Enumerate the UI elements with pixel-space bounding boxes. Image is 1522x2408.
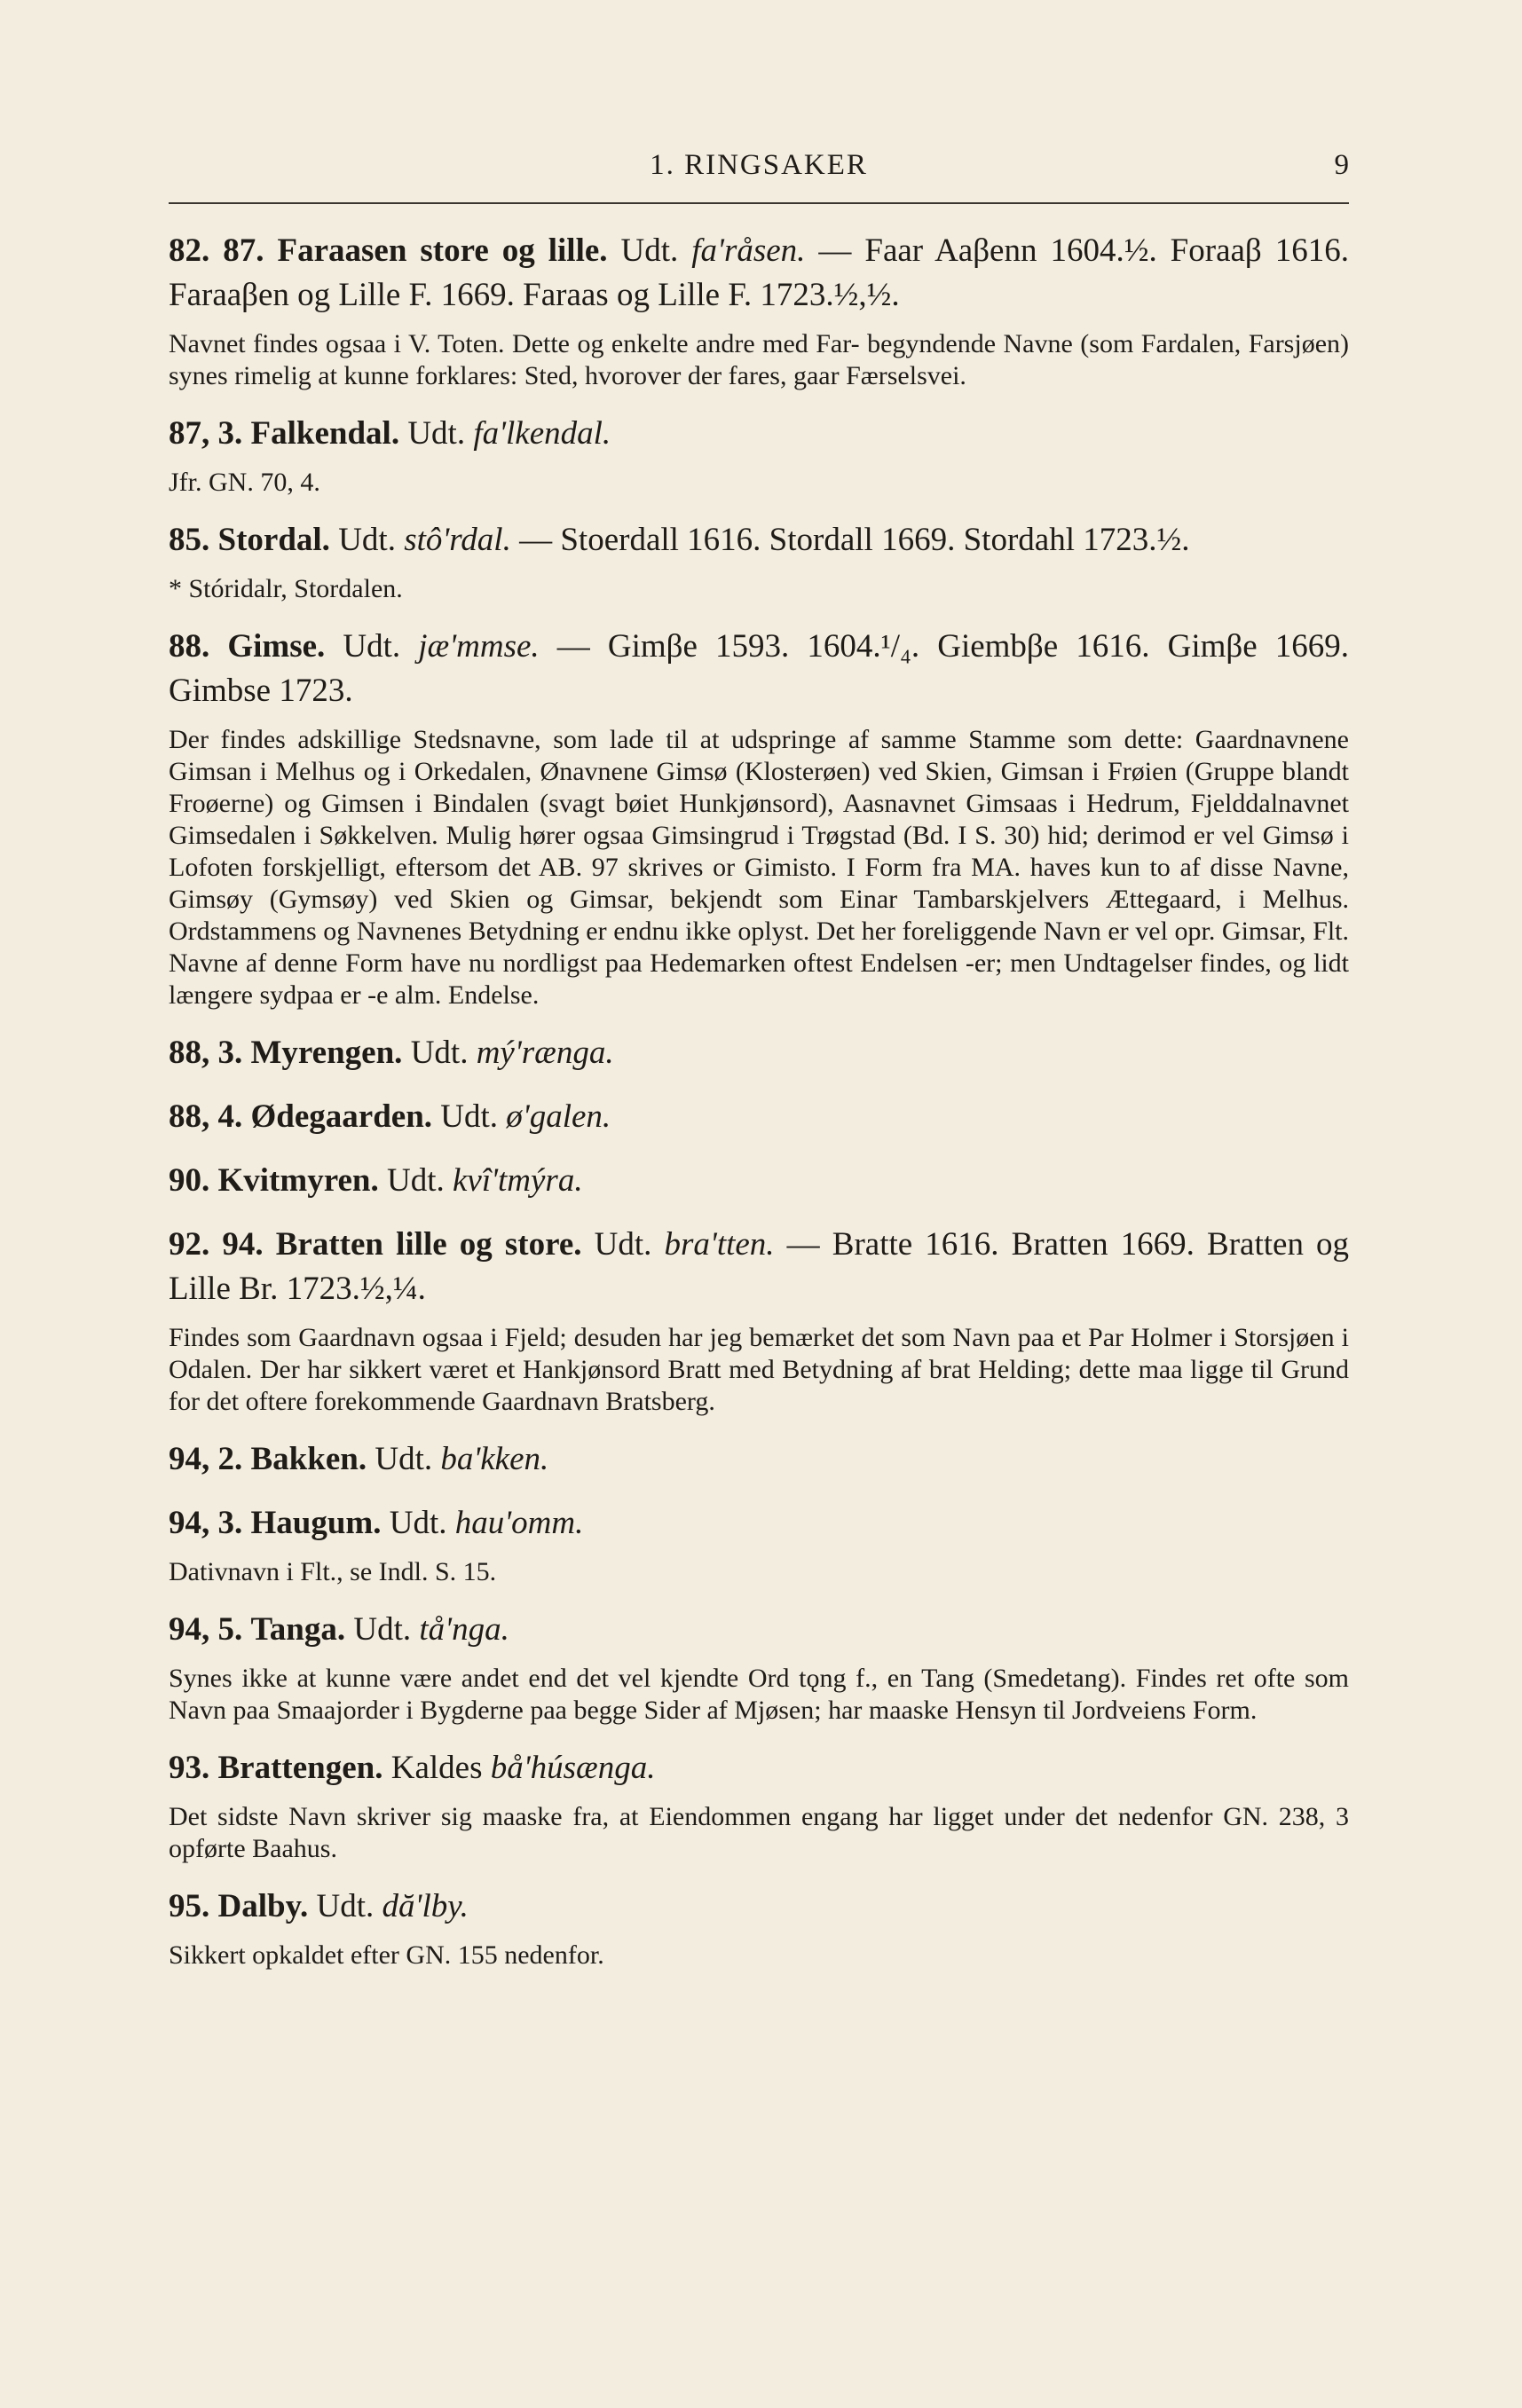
- pronunciation: tå'nga.: [419, 1611, 509, 1648]
- historical-forms: — Bratte 1616. Bratten 1669. Bratten og Lille Br. 1723.½,¼.: [169, 1226, 1350, 1307]
- pronunciation: hau'omm.: [454, 1505, 584, 1541]
- pronunciation-label: Udt.: [407, 415, 466, 452]
- entry: [169, 229, 1349, 392]
- entry: [169, 1095, 1349, 1139]
- entry-note: * Stóridalr, Stordalen.: [169, 574, 403, 603]
- entry-heading: [169, 1223, 1349, 1311]
- entry-number: 88.: [169, 628, 210, 665]
- entry-number: 90.: [169, 1162, 210, 1199]
- farm-name: Myrengen.: [250, 1035, 403, 1071]
- farm-name: Falkendal.: [250, 415, 400, 452]
- entry: [169, 1159, 1349, 1203]
- entry-heading: [169, 1095, 1349, 1139]
- entry-heading: [169, 1437, 1349, 1482]
- entry: [169, 1885, 1349, 1971]
- entry: [169, 1501, 1349, 1588]
- pronunciation-label: Udt.: [594, 1226, 652, 1263]
- pronunciation: fa'lkendal.: [473, 415, 611, 452]
- pronunciation: kvî'tmýra.: [452, 1162, 583, 1199]
- farm-name: Ødegaarden.: [250, 1098, 433, 1135]
- entry: [169, 1746, 1349, 1865]
- entry-note: Jfr. GN. 70, 4.: [169, 468, 320, 497]
- farm-name: Faraasen store og lille.: [277, 232, 608, 269]
- entry-number: 94, 3.: [169, 1505, 243, 1541]
- running-header: [169, 149, 1349, 204]
- farm-name: Tanga.: [250, 1611, 346, 1648]
- pronunciation: ba'kken.: [440, 1441, 549, 1477]
- pronunciation-label: Udt.: [338, 522, 396, 558]
- historical-forms: — Gimβe 1593. 1604.¹/₄. Giembβe 1616. Gimβe 1669. Gimbse 1723.: [169, 628, 1350, 709]
- pronunciation-label: Udt.: [389, 1505, 447, 1541]
- entry-number: 92. 94.: [169, 1226, 264, 1263]
- chapter-title: 1. RINGSAKER: [650, 149, 868, 181]
- pronunciation-label: Udt.: [316, 1888, 375, 1924]
- farm-name: Brattengen.: [217, 1750, 383, 1786]
- entry-heading: [169, 1159, 1349, 1203]
- pronunciation: mý'rænga.: [476, 1035, 614, 1071]
- farm-name: Stordal.: [217, 522, 330, 558]
- entry-heading: [169, 625, 1349, 713]
- farm-name: Gimse.: [227, 628, 326, 665]
- entry-number: 88, 3.: [169, 1035, 243, 1071]
- pronunciation-label: Udt.: [440, 1098, 499, 1135]
- pronunciation-label: Udt.: [410, 1035, 469, 1071]
- entry-note: Der findes adskillige Stedsnavne, som lade til at udspringe af samme Stamme som dette: Gaardnavnene Gimsan i Melhus og i Orkedalen, Ønavnene Gimsø (Klosterøen) ved Skien, Gimsan i Frøien (Gruppe blandt Froøerne) og Gimsen i Bindalen (svagt bøiet Hunkjønsord), Aasnavnet Gimsaas i Hedrum, Fjelddalnavnet Gimsedalen i Søkkelven. Mulig hører ogsaa Gimsingrud i Trøgstad (Bd. I S. 30) hid; derimod er vel Gimsø i Lofoten forskjelligt, eftersom det AB. 97 skrives or Gimisto. I Form fra MA. haves kun to af disse Navne, Gimsøy (Gymsøy) ved Skien og Gimsar, bekjendt som Einar Tambarskjelvers Ættegaard, i Melhus. Ordstammens og Navnenes Betydning er endnu ikke oplyst. Det her foreliggende Navn er vel opr. Gimsar, Flt. Navne af denne Form have nu nordligst paa Hedemarken oftest Endelsen -er; men Undtagelser findes, og lidt længere sydpaa er -e alm. Endelse.: [169, 725, 1349, 1010]
- farm-name: Bakken.: [250, 1441, 367, 1477]
- entry-note: Det sidste Navn skriver sig maaske fra, at Eiendommen engang har ligget under det nedenfor GN. 238, 3 opførte Baahus.: [169, 1802, 1349, 1863]
- pronunciation-label: Kaldes: [390, 1750, 483, 1786]
- entries-list: [169, 229, 1349, 1971]
- pronunciation: stô'rdal.: [404, 522, 511, 558]
- entry: [169, 1437, 1349, 1482]
- entry: [169, 1031, 1349, 1075]
- pronunciation-label: Udt.: [620, 232, 679, 269]
- pronunciation-label: Udt.: [375, 1441, 433, 1477]
- entry: [169, 1608, 1349, 1727]
- historical-forms: — Stoerdall 1616. Stordall 1669. Stordahl 1723.½.: [510, 522, 1190, 558]
- entry-note: Synes ikke at kunne være andet end det vel kjendte Ord tǫng f., en Tang (Smedetang). Findes ret ofte som Navn paa Smaajorder i Bygderne paa begge Sider af Mjøsen; har maaske Hensyn til Jordveiens Form.: [169, 1664, 1349, 1725]
- page-number: 9: [1334, 149, 1349, 181]
- entry-number: 94, 5.: [169, 1611, 243, 1648]
- farm-name: Haugum.: [250, 1505, 382, 1541]
- entry-heading: [169, 1501, 1349, 1546]
- farm-name: Bratten lille og store.: [275, 1226, 582, 1263]
- entry-heading: [169, 1031, 1349, 1075]
- entry-number: 94, 2.: [169, 1441, 243, 1477]
- pronunciation: bå'húsænga.: [490, 1750, 656, 1786]
- entry-number: 93.: [169, 1750, 210, 1786]
- pronunciation: fa'råsen.: [691, 232, 806, 269]
- entry-note: Navnet findes ogsaa i V. Toten. Dette og enkelte andre med Far- begyndende Navne (som Fardalen, Farsjøen) synes rimelig at kunne forklares: Sted, hvorover der fares, gaar Færselsvei.: [169, 329, 1349, 390]
- entry-number: 87, 3.: [169, 415, 243, 452]
- entry-note: Dativnavn i Flt., se Indl. S. 15.: [169, 1557, 497, 1586]
- entry-heading: [169, 1608, 1349, 1652]
- entry-heading: [169, 1885, 1349, 1929]
- entry: [169, 1223, 1349, 1418]
- entry-note: Sikkert opkaldet efter GN. 155 nedenfor.: [169, 1940, 604, 1970]
- entry-number: 82. 87.: [169, 232, 264, 269]
- pronunciation-label: Udt.: [353, 1611, 412, 1648]
- pronunciation-label: Udt.: [386, 1162, 445, 1199]
- farm-name: Dalby.: [217, 1888, 309, 1924]
- pronunciation-label: Udt.: [343, 628, 401, 665]
- entry-heading: [169, 412, 1349, 456]
- entry: [169, 412, 1349, 499]
- entry-heading: [169, 229, 1349, 318]
- entry-number: 85.: [169, 522, 210, 558]
- historical-forms: — Faar Aaβenn 1604.½. Foraaβ 1616. Faraaβen og Lille F. 1669. Faraas og Lille F. 1723.½,½.: [169, 232, 1349, 313]
- entry-heading: [169, 518, 1349, 563]
- entry: [169, 625, 1349, 1011]
- farm-name: Kvitmyren.: [217, 1162, 379, 1199]
- entry: [169, 518, 1349, 605]
- entry-heading: [169, 1746, 1349, 1790]
- pronunciation: jæ'mmse.: [418, 628, 540, 665]
- pronunciation: bra'tten.: [664, 1226, 775, 1263]
- entry-number: 88, 4.: [169, 1098, 243, 1135]
- pronunciation: dă'lby.: [382, 1888, 469, 1924]
- entry-number: 95.: [169, 1888, 210, 1924]
- entry-note: Findes som Gaardnavn ogsaa i Fjeld; desuden har jeg bemærket det som Navn paa et Par Holmer i Storsjøen i Odalen. Der har sikkert været et Hankjønsord Bratt med Betydning af brat Helding; dette maa ligge til Grund for det oftere forekommende Gaardnavn Bratsberg.: [169, 1323, 1349, 1416]
- pronunciation: ø'galen.: [506, 1098, 611, 1135]
